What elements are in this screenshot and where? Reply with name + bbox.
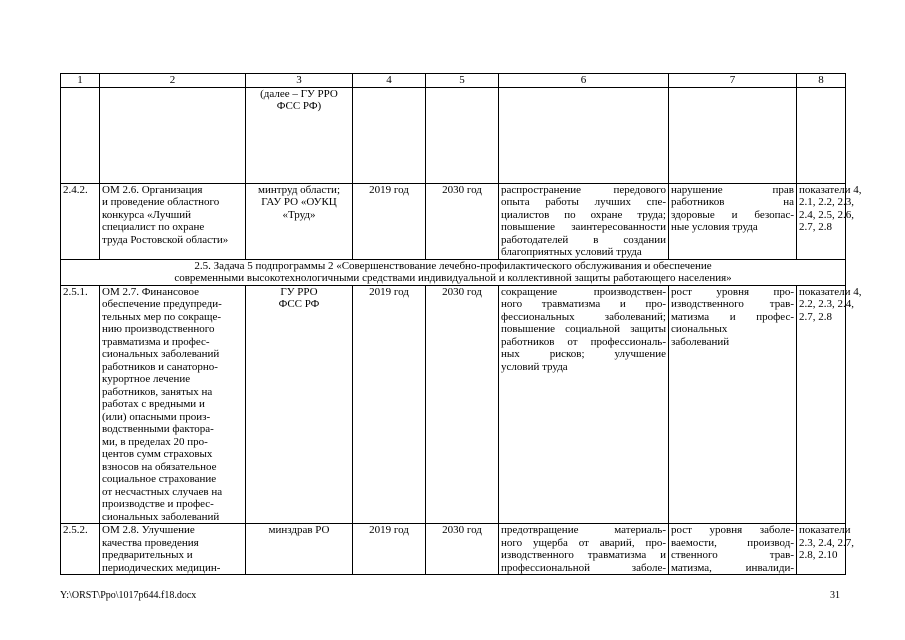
cell-result: предотвращение материаль- ного ущерба от аварий, про- изводственного травматизма и профессиональной заболе- — [499, 524, 669, 575]
task-row — [61, 259, 846, 285]
cell-start: 2019 год — [353, 285, 426, 524]
cell-end: 2030 год — [426, 183, 499, 259]
measures-table — [60, 73, 862, 575]
cell-measure: ОМ 2.7. Финансовое обеспечение предупреди- тельных мер по сокраще- нию производственного травматизма и профес- сиональных заболеваний работников и санаторно- курортное лечение работников, занятых на работах с вредными и (или) опасными произ- водственными фактора- ми, в пределах 20 про- центов сумм страховых взносов на обязательное социальное страхование от несчастных случаев на производстве и профес- сиональных заболеваний — [100, 285, 246, 524]
cell-num: 2.5.1. — [61, 285, 100, 524]
cell-indicators: показатели 4, 2.1, 2.2, 2.3, 2.4, 2.5, 2.6, 2.7, 2.8 — [797, 183, 846, 259]
cell-start — [353, 87, 426, 183]
cell-measure — [100, 87, 246, 183]
cell-start: 2019 год — [353, 183, 426, 259]
cell-end: 2030 год — [426, 285, 499, 524]
col-header: 4 — [353, 74, 426, 88]
task-heading: 2.5. Задача 5 подпрограммы 2 «Совершенствование лечебно-профилактического обслуживания и обеспечение современными высокотехнологичными средствами индивидуальной и коллективной защиты работающего населения» — [61, 259, 846, 285]
footer-file-path: Y:\ORST\Ppo\1017p644.f18.docx — [60, 590, 197, 601]
cell-consequence: рост уровня про- изводственного трав- матизма и профес- сиональных заболеваний — [669, 285, 797, 524]
cell-num: 2.4.2. — [61, 183, 100, 259]
col-header: 6 — [499, 74, 669, 88]
cell-result — [499, 87, 669, 183]
cell-indicators: показатели 2.3, 2.4, 2.7, 2.8, 2.10 — [797, 524, 846, 575]
cell-executor: (далее – ГУ РРО ФСС РФ) — [246, 87, 353, 183]
cell-measure: ОМ 2.8. Улучшение качества проведения предварительных и периодических медицин- — [100, 524, 246, 575]
table-row-2-5-1 — [61, 285, 846, 524]
cell-indicators: показатели 4, 2.2, 2.3, 2.4, 2.7, 2.8 — [797, 285, 846, 524]
cell-consequence: нарушение прав работников на здоровые и безопас- ные условия труда — [669, 183, 797, 259]
cell-measure: ОМ 2.6. Организация и проведение областного конкурса «Лучший специалист по охране труда Ростовской области» — [100, 183, 246, 259]
cell-executor: минтруд области; ГАУ РО «ОУКЦ «Труд» — [246, 183, 353, 259]
col-header: 5 — [426, 74, 499, 88]
col-header: 1 — [61, 74, 100, 88]
cell-result: распространение передового опыта работы лучших спе- циалистов по охране труда; повышение заинтересованности работодателей в создании благоприятных условий труда — [499, 183, 669, 259]
header-row — [61, 74, 846, 88]
cell-executor: минздрав РО — [246, 524, 353, 575]
cell-start: 2019 год — [353, 524, 426, 575]
cell-indicators — [797, 87, 846, 183]
col-header: 3 — [246, 74, 353, 88]
cell-consequence — [669, 87, 797, 183]
cell-num — [61, 87, 100, 183]
cell-end: 2030 год — [426, 524, 499, 575]
cell-num: 2.5.2. — [61, 524, 100, 575]
col-header: 2 — [100, 74, 246, 88]
cell-result: сокращение производствен- ного травматизма и про- фессиональных заболеваний; повышение социальной защиты работников от профессиональ- ных рисков; улучшение условий труда — [499, 285, 669, 524]
col-header: 7 — [669, 74, 797, 88]
cell-end — [426, 87, 499, 183]
page-number: 31 — [830, 590, 840, 601]
cell-executor: ГУ РРО ФСС РФ — [246, 285, 353, 524]
table-row-2-4-2 — [61, 183, 846, 259]
col-header: 8 — [797, 74, 846, 88]
table-row-2-5-2 — [61, 524, 846, 575]
table-row-continuation — [61, 87, 846, 183]
cell-consequence: рост уровня заболе- ваемости, производ- ственного трав- матизма, инвалиди- — [669, 524, 797, 575]
